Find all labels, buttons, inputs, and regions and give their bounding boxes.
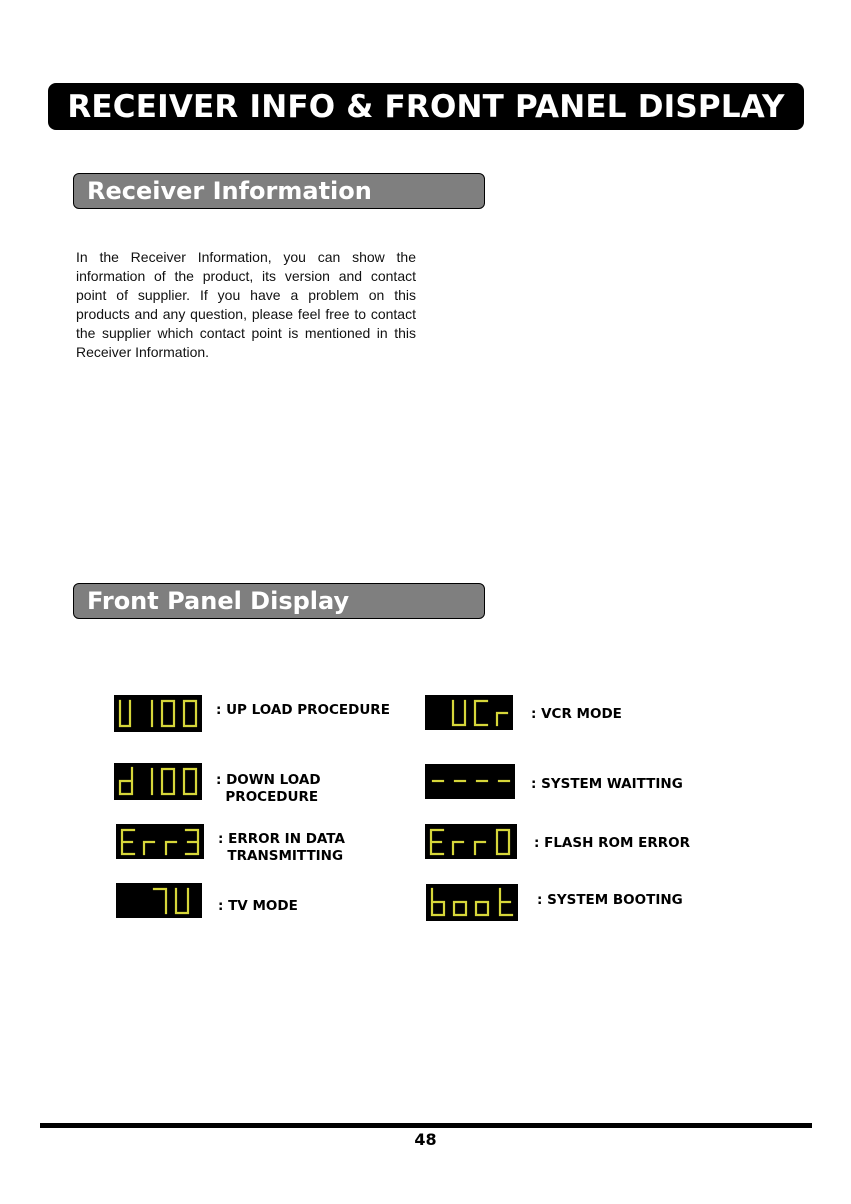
label-booting: : SYSTEM BOOTING bbox=[537, 892, 683, 908]
seven-seg-tv-mode bbox=[116, 883, 202, 918]
footer-rule bbox=[40, 1123, 812, 1128]
seven-seg-waiting bbox=[425, 764, 515, 799]
label-download: : DOWN LOAD PROCEDURE bbox=[216, 772, 321, 805]
receiver-info-paragraph: In the Receiver Information, you can show the information of the product, its version and contact point of supplier. If you have a problem on this products and any question, please feel free to contact the supplier which contact point is mentioned in this Receiver Information. bbox=[76, 249, 416, 360]
display-tv-mode bbox=[116, 883, 202, 918]
seven-seg-vcr-mode bbox=[425, 695, 513, 730]
seven-seg-upload bbox=[114, 695, 202, 732]
display-waiting bbox=[425, 764, 515, 799]
display-upload bbox=[114, 695, 202, 732]
page-title: RECEIVER INFO & FRONT PANEL DISPLAY bbox=[67, 88, 785, 125]
receiver-info-heading: Receiver Information bbox=[87, 177, 372, 205]
seven-seg-error-data bbox=[116, 824, 204, 859]
display-download bbox=[114, 763, 202, 800]
display-error-data bbox=[116, 824, 204, 859]
display-flash-error bbox=[425, 824, 517, 859]
label-upload: : UP LOAD PROCEDURE bbox=[216, 702, 390, 718]
label-error-data: : ERROR IN DATA TRANSMITTING bbox=[218, 831, 345, 864]
page-number: 48 bbox=[414, 1130, 437, 1149]
seven-seg-booting bbox=[426, 884, 518, 921]
seven-seg-download bbox=[114, 763, 202, 800]
receiver-info-heading-bar bbox=[73, 173, 485, 209]
label-flash-error: : FLASH ROM ERROR bbox=[534, 835, 690, 851]
display-booting bbox=[426, 884, 518, 921]
seven-seg-flash-error bbox=[425, 824, 517, 859]
display-vcr-mode bbox=[425, 695, 513, 730]
label-vcr-mode: : VCR MODE bbox=[531, 706, 622, 722]
label-tv-mode: : TV MODE bbox=[218, 898, 298, 914]
label-waiting: : SYSTEM WAITTING bbox=[531, 776, 683, 792]
page-header bbox=[48, 83, 804, 130]
front-panel-heading-bar bbox=[73, 583, 485, 619]
front-panel-heading: Front Panel Display bbox=[87, 587, 350, 615]
